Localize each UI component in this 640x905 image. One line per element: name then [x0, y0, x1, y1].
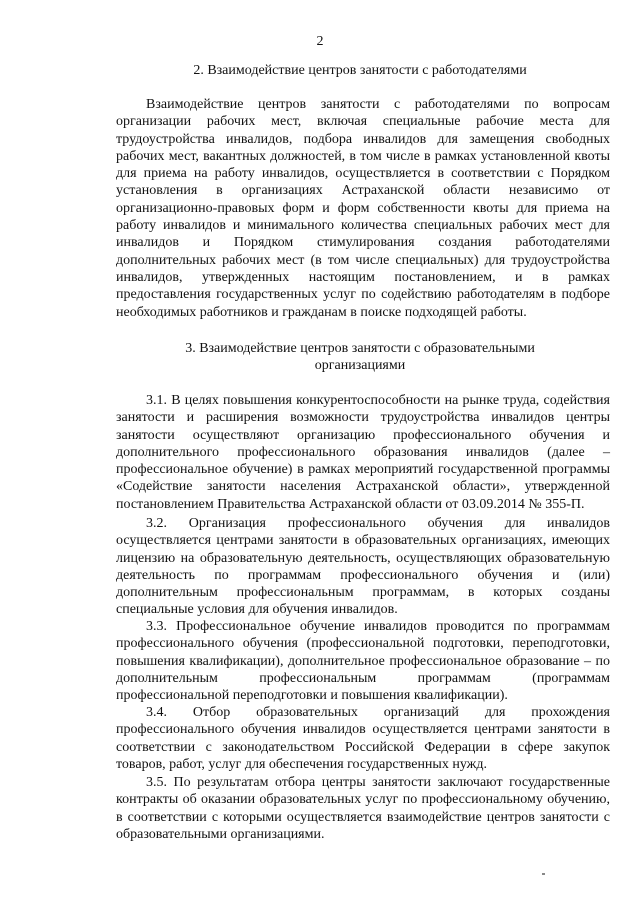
section-2-title: 2. Взаимодействие центров занятости с работодателями: [193, 63, 527, 78]
section-3-title-line-1: 3. Взаимодействие центров занятости с образовательными: [185, 341, 535, 356]
paragraph-3-2: 3.2. Организация профессионального обучения для инвалидов осуществляется центрами занятости в образовательных организациях, имеющих лицензию на образовательную деятельность, осуществляющих образовательную деятельность по программам профессионального обучения и (или) дополнительным профессиональным программам, в которых созданы специальные условия для обучения инвалидов.: [116, 516, 610, 618]
section-2-paragraph: Взаимодействие центров занятости с работодателями по вопросам организации рабочих мест, включая специальные рабочие места для трудоустройства инвалидов, подбора инвалидов для замещения свободных рабочих мест, вакантных должностей, в том числе в рамках установленной квоты для приема на работу инвалидов, осуществляется в соответствии с Порядком установления в организациях Астраханской области независимо от организационно-правовых форм и форм собственности квоты для приема на работу инвалидов и минимального количества специальных рабочих мест для инвалидов и Порядком стимулирования создания работодателями дополнительных рабочих мест (в том числе специальных) для трудоустройства инвалидов, утвержденных настоящим постановлением, и в рамках предоставления государственных услуг по содействию работодателям в подборе необходимых работников и гражданам в поиске подходящей работы.: [116, 97, 610, 320]
page-number: 2: [316, 34, 324, 49]
paragraph-3-3: 3.3. Профессиональное обучение инвалидов проводится по программам профессионального обучения (профессиональной подготовки, переподготовки, повышения квалификации), дополнительное профессиональное образование – по дополнительным профессиональным программам (программам профессиональной переподготовки и повышения квалификации).: [116, 619, 610, 704]
paragraph-3-4: 3.4. Отбор образовательных организаций для прохождения профессионального обучения инвалидов осуществляется центрами занятости в соответствии с законодательством Российской Федерации в сфере закупок товаров, работ, услуг для обеспечения государственных нужд.: [116, 705, 610, 772]
paragraph-3-1: 3.1. В целях повышения конкурентоспособности на рынке труда, содействия занятости и расширения возможности трудоустройства инвалидов центры занятости осуществляют организацию профессионального обучения и дополнительного профессионального образования инвалидов (далее – профессиональное обучение) в рамках мероприятий государственной программы «Содействие занятости населения Астраханской области», утвержденной постановлением Правительства Астраханской области от 03.09.2014 № 355-П.: [116, 393, 610, 512]
section-3-title-line-2: организациями: [314, 358, 406, 373]
scan-artifact-dot: [542, 873, 545, 875]
paragraph-3-5: 3.5. По результатам отбора центры занятости заключают государственные контракты об оказании образовательных услуг по профессиональному обучению, в соответствии с которыми осуществляется взаимодействие центров занятости с образовательными организациями.: [116, 775, 610, 842]
